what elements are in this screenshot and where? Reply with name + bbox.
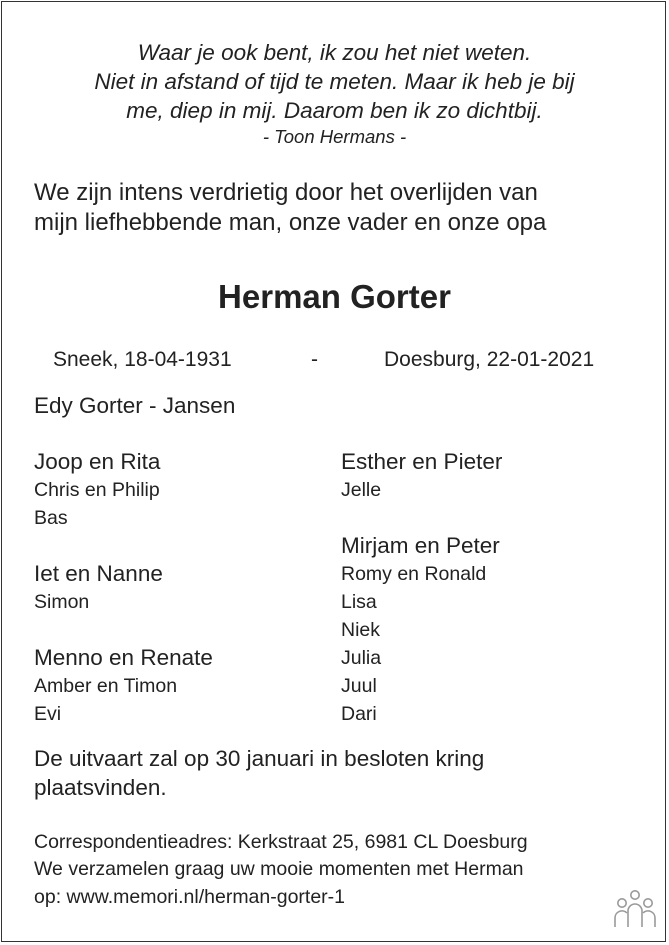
poem-line-1: Waar je ook bent, ik zou het niet weten. (137, 40, 532, 65)
family-right-2-member: Lisa (341, 591, 377, 613)
family-left-3-member: Amber en Timon (34, 675, 178, 697)
family-right-2-heading: Mirjam en Peter (341, 533, 500, 558)
poem-author: - Toon Hermans - (262, 126, 407, 147)
correspondence-line-1: Correspondentieadres: Kerkstraat 25, 6981 CL Doesburg (34, 831, 528, 853)
family-right-2-member: Juul (341, 675, 377, 697)
family-left-1-member: Bas (34, 507, 68, 529)
family-left-1-heading: Joop en Rita (34, 449, 161, 474)
family-left-2-heading: Iet en Nanne (34, 561, 163, 586)
family-right-2-member: Romy en Ronald (341, 563, 487, 585)
poem-line-3: me, diep in mij. Daarom ben ik zo dichtbij. (126, 98, 543, 123)
correspondence-link[interactable]: op: www.memori.nl/herman-gorter-1 (34, 886, 346, 908)
correspondence-line-2: We verzamelen graag uw mooie momenten met Herman (34, 858, 524, 880)
family-left-1-member: Chris en Philip (34, 479, 160, 501)
family-left-2-member: Simon (34, 591, 90, 613)
date-separator: - (311, 348, 318, 371)
birth-info: Sneek, 18-04-1931 (53, 348, 232, 371)
intro-line-2: mijn liefhebbende man, onze vader en onze opa (34, 209, 547, 236)
intro-line-1: We zijn intens verdrietig door het overlijden van (34, 179, 538, 206)
death-info: Doesburg, 22-01-2021 (384, 348, 595, 371)
family-right-1-heading: Esther en Pieter (341, 449, 503, 474)
funeral-line-2: plaatsvinden. (34, 775, 167, 800)
family-left-3-member: Evi (34, 703, 62, 725)
family-right-2-member: Dari (341, 703, 377, 725)
people-group-icon (611, 889, 659, 929)
family-left-3-heading: Menno en Renate (34, 645, 213, 670)
family-right-1-member: Jelle (341, 479, 382, 501)
poem-line-2: Niet in afstand of tijd te meten. Maar ik heb je bij (94, 69, 575, 94)
family-right-2-member: Niek (341, 619, 381, 641)
funeral-line-1: De uitvaart zal op 30 januari in besloten kring (34, 746, 485, 771)
deceased-name: Herman Gorter (218, 278, 451, 315)
spouse-name: Edy Gorter - Jansen (34, 393, 236, 418)
family-right-2-member: Julia (341, 647, 382, 669)
